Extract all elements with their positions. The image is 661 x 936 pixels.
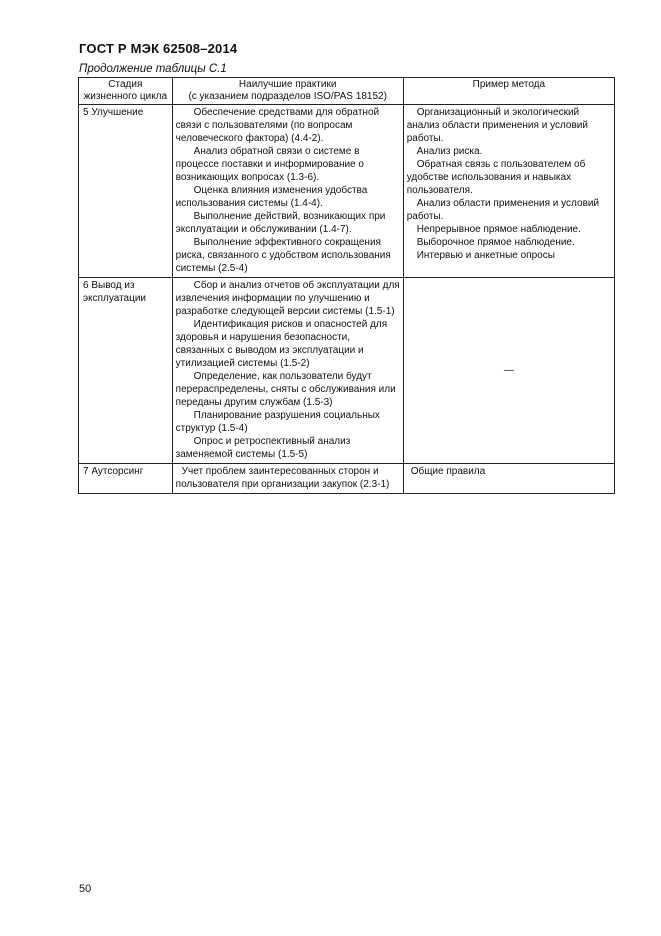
methods-cell	[403, 105, 614, 278]
stage-cell: 5 Улучшение	[79, 105, 173, 278]
practices-cell	[172, 278, 403, 464]
document-header: ГОСТ Р МЭК 62508–2014	[79, 41, 238, 56]
header-method	[403, 78, 614, 105]
practice-item: Обеспечение средствами для обратной связи с пользователями (по вопросам человеческого фактора) (4.4-2).	[175, 107, 380, 144]
table-row	[79, 278, 615, 464]
empty-dash: —	[503, 364, 514, 376]
lifecycle-practices-table	[78, 77, 615, 494]
stage-cell: 6 Вывод из эксплуатации	[79, 278, 173, 464]
practice-item: Опрос и ретроспективный анализ заменяемой системы (1.5-5)	[175, 436, 351, 460]
method-item: Анализ риска.	[416, 146, 483, 157]
practice-item: Выполнение действий, возникающих при эксплуатации и обслуживании (1.4-7).	[175, 211, 386, 235]
practice-item: Сбор и анализ отчетов об эксплуатации для извлечения информации по улучшению и разработке следующей версии системы (1.5-1)	[175, 280, 400, 317]
header-stage-line-1: Стадия	[108, 79, 143, 90]
header-stage-line-2: жизненного цикла	[83, 91, 168, 102]
header-practices-line-1: Наилучшие практики	[238, 79, 337, 90]
table-row	[79, 464, 615, 494]
stage-cell: 7 Аутсорсинг	[79, 464, 173, 494]
table-row	[79, 105, 615, 278]
table-header-row	[79, 78, 615, 105]
practice-item: Выполнение эффективного сокращения риска, связанного с удобством использования системы (2.5-4)	[175, 237, 391, 274]
practice-item: Оценка влияния изменения удобства использования системы (1.4-4).	[175, 185, 368, 209]
header-method-line-1: Пример метода	[472, 79, 546, 90]
method-item: Обратная связь с пользователем об удобстве использования и навыках пользователя.	[406, 159, 586, 196]
header-practices-line-2: (с указанием подразделов ISO/PAS 18152)	[188, 91, 387, 102]
practice-item: Определение, как пользователи будут перераспределены, сняты с обслуживания или переданы другим службам (1.5-3)	[175, 371, 396, 408]
practices-cell	[172, 464, 403, 494]
table-continuation-caption: Продолжение таблицы С.1	[79, 63, 227, 75]
header-practices	[172, 78, 403, 105]
page-number: 50	[79, 883, 92, 895]
practice-item: Планирование разрушения социальных структур (1.5-4)	[175, 410, 380, 434]
method-item: Организационный и экологический анализ области применения и условий работы.	[406, 107, 588, 144]
method-item: Интервью и анкетные опросы	[416, 250, 555, 261]
practice-item: Учет проблем заинтересованных сторон и пользователя при организации закупок (2.3-1)	[175, 466, 390, 490]
method-item: Выборочное прямое наблюдение.	[416, 237, 575, 248]
method-item: Анализ области применения и условий работы.	[406, 198, 600, 222]
practices-cell	[172, 105, 403, 278]
method-item: Общие правила	[410, 466, 486, 477]
method-item: Непрерывное прямое наблюдение.	[416, 224, 581, 235]
header-stage	[79, 78, 173, 105]
practice-item: Анализ обратной связи о системе в процессе поставки и информирование о возникающих вопросах (1.3-6).	[175, 146, 364, 183]
practice-item: Идентификация рисков и опасностей для здоровья и нарушения безопасности, связанных с выводом из эксплуатации и утилизацией системы (1.5-2)	[175, 319, 388, 369]
methods-cell-empty	[403, 278, 614, 464]
methods-cell	[403, 464, 614, 494]
